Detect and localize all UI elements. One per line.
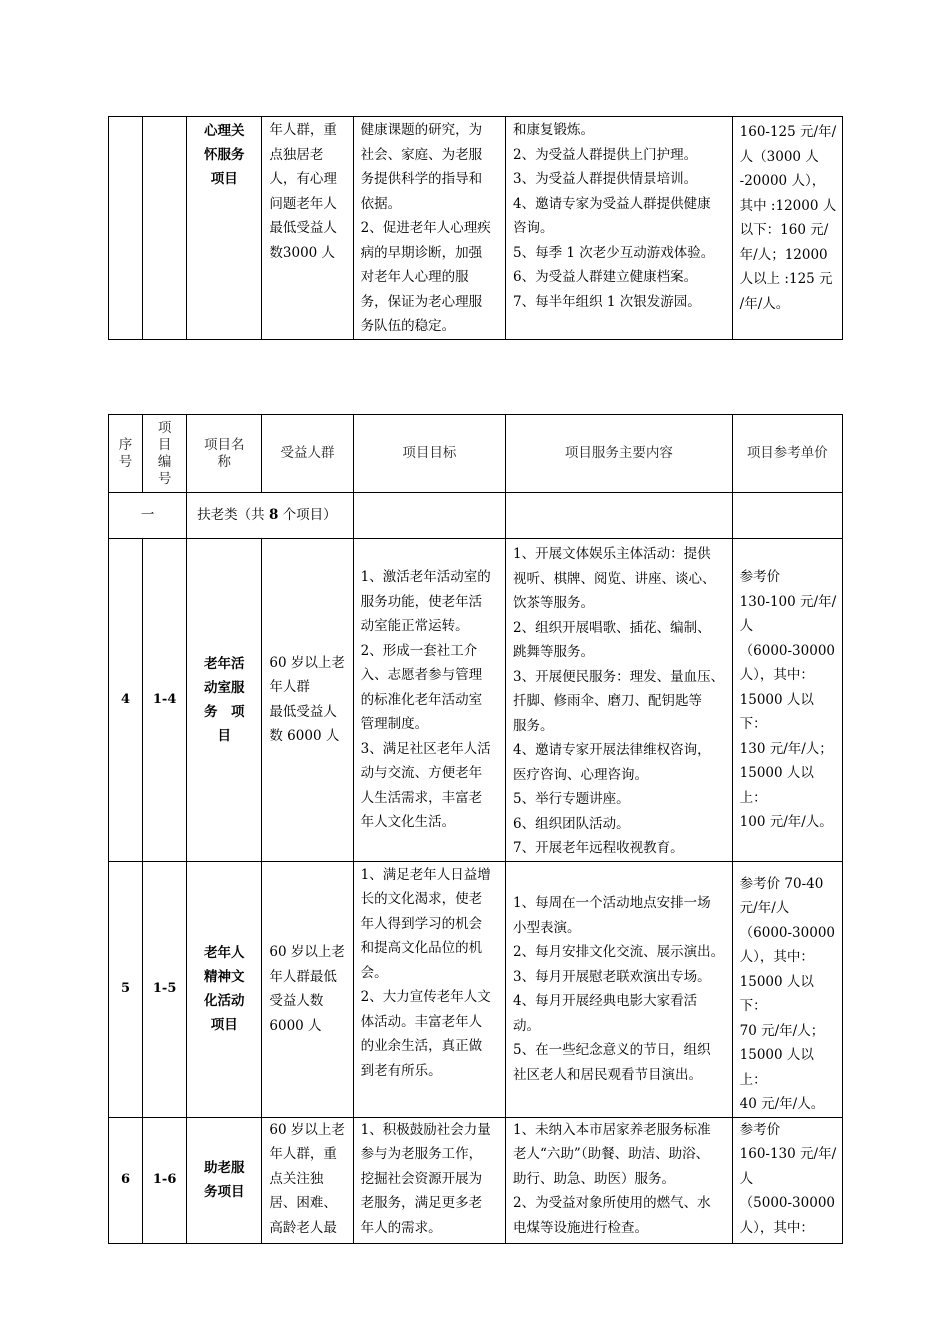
code-cell: 1-5 — [143, 861, 187, 1117]
section-row — [109, 493, 843, 539]
price-cell: 参考价 130-100 元/年/ 人 （6000-30000 人），其中： 15000 人以下： 130 元/年/人； 15000 人以上： 100 元/年/人。 — [732, 539, 842, 862]
code-cell: 1-6 — [143, 1117, 187, 1243]
table-row — [109, 539, 843, 862]
content-cell: 和康复锻炼。 2、为受益人群提供上门护理。 3、为受益人群提供情景培训。 4、邀请专家为受益人群提供健康 咨询。 5、每季 1 次老少互动游戏体验。 6、为受益人群建立健康档案。 7、每半年组织 1 次银发游园。 — [506, 117, 733, 340]
project-name-cell: 老年活 动室服 务 项 目 — [187, 539, 262, 862]
table-row — [109, 861, 843, 1117]
project-name-cell: 心理关 怀服务 项目 — [187, 117, 262, 340]
goals-cell: 1、满足老年人日益增 长的文化渴求，使老 年人得到学习的机会 和提高文化品位的机 会。 2、大力宣传老年人文 体活动。丰富老年人 的业余生活，真正做 到老有所乐。 — [353, 861, 505, 1117]
continuation-table — [108, 116, 843, 340]
table-header-row — [109, 415, 843, 493]
beneficiaries-cell: 60 岁以上老 年人群，重 点关注独 居、困难、 高龄老人最 — [262, 1117, 353, 1243]
section-index: 一 — [109, 493, 187, 539]
beneficiaries-cell: 年人群，重 点独居老 人，有心理 问题老年人 最低受益人 数3000 人 — [262, 117, 353, 340]
content-cell: 1、开展文体娱乐主体活动：提供 视听、棋牌、阅览、讲座、谈心、 饮茶等服务。 2、组织开展唱歌、插花、编制、 跳舞等服务。 3、开展便民服务：理发、量血压、 扦脚、修雨伞、磨刀、配钥匙等 服务。 4、邀请专家开展法律维权咨询， 医疗咨询、心理咨询。 5、举行专题讲座。 6、组织团队活动。 7、开展老年远程收视教育。 — [506, 539, 733, 862]
section-price-empty — [732, 493, 842, 539]
seq-cell: 5 — [109, 861, 143, 1117]
header-content: 项目服务主要内容 — [506, 415, 733, 493]
header-code: 项 目 编 号 — [143, 415, 187, 493]
seq-cell: 4 — [109, 539, 143, 862]
seq-cell: 6 — [109, 1117, 143, 1243]
table-row — [109, 1117, 843, 1243]
price-cell: 参考价 70-40 元/年/人 （6000-30000 人），其中： 15000 人以下： 70 元/年/人； 15000 人以上： 40 元/年/人。 — [732, 861, 842, 1117]
goals-cell: 健康课题的研究，为 社会、家庭、为老服 务提供科学的指导和 依据。 2、促进老年人心理疾 病的早期诊断，加强 对老年人心理的服 务，保证为老心理服 务队伍的稳定。 — [353, 117, 505, 340]
header-seq: 序 号 — [109, 415, 143, 493]
beneficiaries-cell: 60 岁以上老 年人群最低 受益人数 6000 人 — [262, 861, 353, 1117]
beneficiaries-cell: 60 岁以上老 年人群 最低受益人 数 6000 人 — [262, 539, 353, 862]
code-cell — [143, 117, 187, 340]
header-price: 项目参考单价 — [732, 415, 842, 493]
table-row — [109, 117, 843, 340]
content-cell: 1、每周在一个活动地点安排一场 小型表演。 2、每月安排文化交流、展示演出。 3、每月开展慰老联欢演出专场。 4、每月开展经典电影大家看活 动。 5、在一些纪念意义的节日，组织 社区老人和居民观看节目演出。 — [506, 861, 733, 1117]
section-label: 扶老类（共 8 个项目） — [187, 493, 353, 539]
seq-cell — [109, 117, 143, 340]
goals-cell: 1、积极鼓励社会力量 参与为老服务工作， 挖掘社会资源开展为 老服务，满足更多老 年人的需求。 — [353, 1117, 505, 1243]
price-cell: 参考价 160-130 元/年/ 人 （5000-30000 人），其中： — [732, 1117, 842, 1243]
price-cell: 160-125 元/年/ 人（3000 人 -20000 人）， 其中 :12000 人 以下：160 元/ 年/人；12000 人以上 :125 元 /年/人。 — [732, 117, 842, 340]
section-goals-empty — [353, 493, 505, 539]
project-table — [108, 414, 843, 1244]
project-name-cell: 助老服 务项目 — [187, 1117, 262, 1243]
code-cell: 1-4 — [143, 539, 187, 862]
project-name-cell: 老年人 精神文 化活动 项目 — [187, 861, 262, 1117]
content-cell: 1、未纳入本市居家养老服务标准 老人“六助”（助餐、助洁、助浴、 助行、助急、助医）服务。 2、为受益对象所使用的燃气、水 电煤等设施进行检查。 — [506, 1117, 733, 1243]
header-beneficiaries: 受益人群 — [262, 415, 353, 493]
header-goals: 项目目标 — [353, 415, 505, 493]
header-name: 项目名 称 — [187, 415, 262, 493]
goals-cell: 1、激活老年活动室的 服务功能，使老年活 动室能正常运转。 2、形成一套社工介 入、志愿者参与管理 的标准化老年活动室 管理制度。 3、满足社区老年人活 动与交流、方便老年 人生活需求，丰富老 年人文化生活。 — [353, 539, 505, 862]
section-content-empty — [506, 493, 733, 539]
